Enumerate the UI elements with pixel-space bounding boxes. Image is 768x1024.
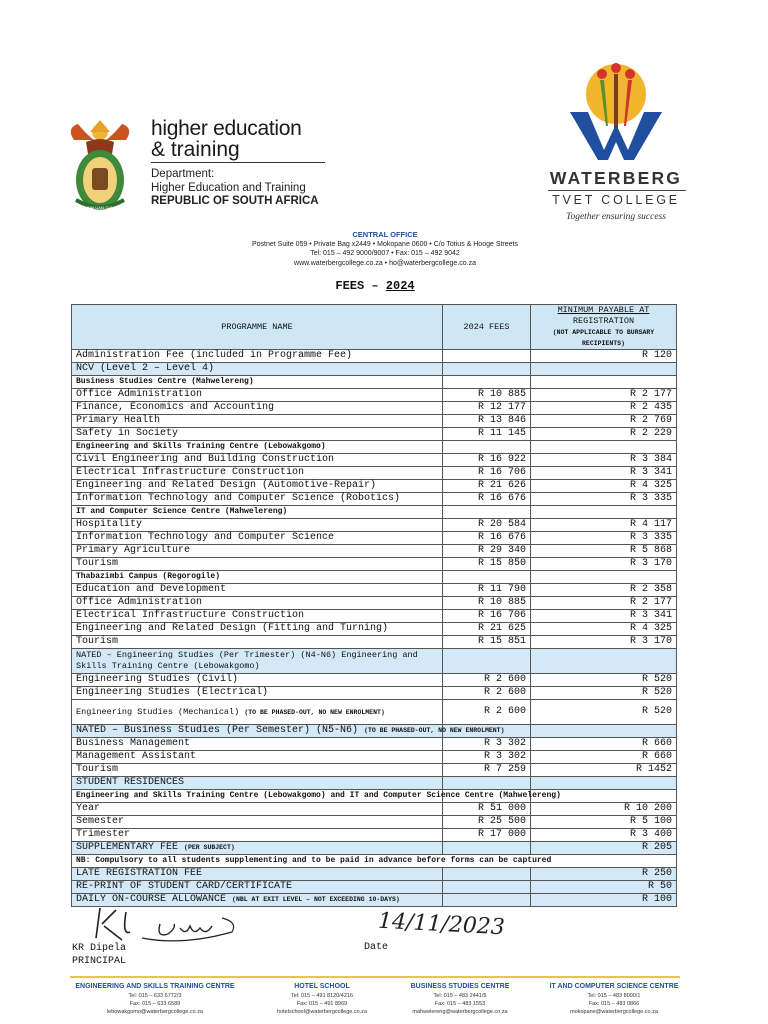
row-label xyxy=(72,751,443,764)
footer-fax-hotel: Fax: 015 – 491 8969 xyxy=(296,1001,348,1007)
row-minimum xyxy=(531,376,677,389)
row-label-text: Office Administration xyxy=(76,389,203,400)
row-label-text: Primary Agriculture xyxy=(76,545,191,556)
row-label xyxy=(72,649,443,674)
row-minimum: R 3 400 xyxy=(531,829,677,842)
table-row xyxy=(72,649,677,674)
table-row xyxy=(72,428,677,441)
table-row xyxy=(72,687,677,700)
row-label xyxy=(72,584,443,597)
footer-title-it: IT AND COMPUTER SCIENCE CENTRE xyxy=(549,983,679,990)
footer-tel-hotel: Tel: 015 – 491 8120/4216 xyxy=(290,993,354,999)
row-label xyxy=(72,506,443,519)
row-minimum xyxy=(531,506,677,519)
row-label xyxy=(72,636,443,649)
central-office-web: www.waterbergcollege.co.za • ho@waterbergcollege.co.za xyxy=(294,259,476,267)
footer-fax-business: Fax: 015 – 483 1553 xyxy=(434,1001,486,1007)
row-label xyxy=(72,738,443,751)
row-minimum: R 520 xyxy=(531,700,677,725)
table-row xyxy=(72,764,677,777)
row-fee xyxy=(443,441,531,454)
table-row xyxy=(72,493,677,506)
row-fee: R 25 500 xyxy=(443,816,531,829)
row-minimum: R 100 xyxy=(531,894,677,907)
table-row xyxy=(72,868,677,881)
table-row xyxy=(72,545,677,558)
row-label xyxy=(72,610,443,623)
row-label-text: Engineering Studies (Mechanical) xyxy=(76,706,240,717)
row-label xyxy=(72,441,443,454)
college-divider xyxy=(548,190,686,191)
row-minimum: R 2 435 xyxy=(531,402,677,415)
row-minimum: R 5 868 xyxy=(531,545,677,558)
row-fee xyxy=(443,506,531,519)
table-row xyxy=(72,350,677,363)
row-label-text: Business Studies Centre (Mahwelereng) xyxy=(76,377,254,386)
row-fee: R 15 850 xyxy=(443,558,531,571)
row-minimum xyxy=(531,441,677,454)
row-label-text: Information Technology and Computer Science (Robotics) xyxy=(76,493,401,504)
table-row xyxy=(72,402,677,415)
row-label xyxy=(72,597,443,610)
row-label-text: NATED – Engineering Studies (Per Trimester) (N4-N6) Engineering and Skills Training Centre (Lebowakgomo) xyxy=(76,650,418,671)
row-label xyxy=(72,428,443,441)
row-fee: R 20 584 xyxy=(443,519,531,532)
row-fee xyxy=(443,376,531,389)
footer-contact-engineering xyxy=(60,982,250,1016)
row-fee: R 51 000 xyxy=(443,803,531,816)
row-fee xyxy=(443,842,531,855)
table-row xyxy=(72,855,677,868)
row-label xyxy=(72,674,443,687)
row-label xyxy=(72,687,443,700)
row-label xyxy=(72,790,561,803)
fees-table xyxy=(71,304,677,907)
table-row xyxy=(72,467,677,480)
row-label-text: LATE REGISTRATION FEE xyxy=(76,868,203,879)
footer-contact-business xyxy=(390,982,530,1016)
fees-heading-prefix: FEES – xyxy=(335,279,386,293)
row-label-text: Trimester xyxy=(76,829,131,840)
row-note: (NBL AT EXIT LEVEL – NOT EXCEEDING 10-DAYS) xyxy=(232,896,400,903)
footer-email-business: mahwelereng@waterbergcollege.co.za xyxy=(412,1009,508,1015)
row-label-text: NCV (Level 2 – Level 4) xyxy=(76,363,215,374)
row-minimum xyxy=(531,571,677,584)
coat-of-arms-motto: KARIN HAN GUVOI xyxy=(81,206,119,211)
table-row xyxy=(72,571,677,584)
row-label-text: Primary Health xyxy=(76,415,161,426)
row-label-text: NATED – Business Studies (Per Semester) (N5-N6) xyxy=(76,725,359,736)
row-minimum: R 3 384 xyxy=(531,454,677,467)
row-label xyxy=(72,829,443,842)
row-label xyxy=(72,725,505,738)
dept-label: Department: xyxy=(151,168,215,180)
table-header-row xyxy=(72,305,677,350)
central-office-block xyxy=(180,230,590,268)
signatory-name: KR Dipela xyxy=(72,943,127,954)
row-label-text: Management Assistant xyxy=(76,751,197,762)
principal-signature xyxy=(82,902,242,944)
row-label-text: Finance, Economics and Accounting xyxy=(76,402,275,413)
row-minimum: R 10 200 xyxy=(531,803,677,816)
row-fee xyxy=(443,868,531,881)
row-minimum: R 3 335 xyxy=(531,532,677,545)
row-fee: R 3 302 xyxy=(443,751,531,764)
row-label-text: Electrical Infrastructure Construction xyxy=(76,467,305,478)
row-label-text: NB: Compulsory to all students supplementing and to be paid in advance before forms can be captured xyxy=(76,856,552,865)
row-label xyxy=(72,842,443,855)
table-row xyxy=(72,415,677,428)
table-row xyxy=(72,829,677,842)
row-label-text: Tourism xyxy=(76,764,119,775)
header-minimum-line1: MINIMUM PAYABLE AT xyxy=(557,305,650,315)
row-fee: R 13 846 xyxy=(443,415,531,428)
row-fee: R 21 625 xyxy=(443,623,531,636)
row-label xyxy=(72,764,443,777)
header-fees: 2024 FEES xyxy=(443,305,531,350)
row-fee: R 16 706 xyxy=(443,610,531,623)
footer-tel-it: Tel: 015 – 483 8090/1 xyxy=(587,993,641,999)
row-label xyxy=(72,467,443,480)
footer-title-hotel: HOTEL SCHOOL xyxy=(294,983,350,990)
row-label xyxy=(72,777,443,790)
row-minimum: R 2 769 xyxy=(531,415,677,428)
row-label-text: Civil Engineering and Building Construction xyxy=(76,454,335,465)
row-label-text: RE-PRINT OF STUDENT CARD/CERTIFICATE xyxy=(76,881,293,892)
row-minimum: R 2 177 xyxy=(531,389,677,402)
footer-divider xyxy=(70,976,680,978)
row-minimum: R 5 100 xyxy=(531,816,677,829)
row-fee: R 21 626 xyxy=(443,480,531,493)
row-label xyxy=(72,868,443,881)
table-row xyxy=(72,738,677,751)
row-label-text: DAILY ON-COURSE ALLOWANCE xyxy=(76,894,227,905)
footer-email-engineering: lebowakgomo@waterbergcollege.co.za xyxy=(106,1009,204,1015)
fees-heading-year: 2024 xyxy=(385,279,415,293)
table-row xyxy=(72,584,677,597)
table-row xyxy=(72,842,677,855)
row-label-text: Hospitality xyxy=(76,519,143,530)
row-fee: R 16 922 xyxy=(443,454,531,467)
row-minimum: R 2 177 xyxy=(531,597,677,610)
row-label-text: Year xyxy=(76,803,101,814)
college-name: WATERBERG xyxy=(549,168,683,188)
row-label-text: Tourism xyxy=(76,636,119,647)
row-minimum: R 520 xyxy=(531,674,677,687)
row-label-text: Semester xyxy=(76,816,125,827)
date-label: Date xyxy=(364,942,389,953)
table-row xyxy=(72,803,677,816)
row-minimum: R 4 117 xyxy=(531,519,677,532)
college-tagline: Together ensuring success xyxy=(566,212,666,222)
table-row xyxy=(72,376,677,389)
row-label-text: Information Technology and Computer Science xyxy=(76,532,335,543)
row-minimum: R 3 341 xyxy=(531,467,677,480)
table-row xyxy=(72,790,677,803)
table-row xyxy=(72,777,677,790)
table-row xyxy=(72,610,677,623)
dept-title-line1: higher education xyxy=(151,117,302,140)
row-minimum: R 50 xyxy=(531,881,677,894)
footer-fax-it: Fax: 015 – 483 0866 xyxy=(588,1001,640,1007)
row-fee: R 2 600 xyxy=(443,700,531,725)
row-label-text: Electrical Infrastructure Construction xyxy=(76,610,305,621)
row-label-text: Engineering and Related Design (Fitting and Turning) xyxy=(76,623,389,634)
footer-contact-it xyxy=(534,982,694,1016)
row-label xyxy=(72,700,443,725)
header-minimum xyxy=(531,305,677,350)
row-label xyxy=(72,415,443,428)
table-row xyxy=(72,519,677,532)
row-label xyxy=(72,454,443,467)
row-label-text: Engineering Studies (Civil) xyxy=(76,674,239,685)
dept-title-line2: & training xyxy=(151,138,240,161)
row-label xyxy=(72,519,443,532)
row-minimum: R 3 341 xyxy=(531,610,677,623)
row-label-text: Education and Development xyxy=(76,584,227,595)
table-row xyxy=(72,700,677,725)
table-row xyxy=(72,389,677,402)
row-label xyxy=(72,558,443,571)
footer-email-it: mokopane@waterbergcollege.co.za xyxy=(570,1009,658,1015)
central-office-title: CENTRAL OFFICE xyxy=(352,230,418,239)
row-fee xyxy=(443,571,531,584)
row-minimum: R 520 xyxy=(531,687,677,700)
table-row xyxy=(72,751,677,764)
row-fee: R 12 177 xyxy=(443,402,531,415)
row-label xyxy=(72,480,443,493)
row-fee xyxy=(443,881,531,894)
footer-email-hotel: hotelschool@waterbergcollege.co.za xyxy=(277,1009,367,1015)
table-row xyxy=(72,674,677,687)
row-label-text: Engineering Studies (Electrical) xyxy=(76,687,269,698)
row-label-text: Engineering and Related Design (Automotive-Repair) xyxy=(76,480,377,491)
table-row xyxy=(72,506,677,519)
row-minimum: R 120 xyxy=(531,350,677,363)
row-label-text: Office Administration xyxy=(76,597,203,608)
row-fee: R 11 790 xyxy=(443,584,531,597)
waterberg-logo xyxy=(568,60,664,162)
college-subtitle: TVET COLLEGE xyxy=(552,193,680,207)
footer-title-business: BUSINESS STUDIES CENTRE xyxy=(410,983,510,990)
header-minimum-line2: REGISTRATION xyxy=(572,316,635,326)
row-label-text: Tourism xyxy=(76,558,119,569)
row-label xyxy=(72,881,443,894)
footer-title-engineering: ENGINEERING AND SKILLS TRAINING CENTRE xyxy=(75,983,235,990)
row-minimum: R 3 170 xyxy=(531,558,677,571)
footer-fax-engineering: Fax: 015 – 633 6589 xyxy=(129,1001,181,1007)
row-label-text: Engineering and Skills Training Centre (Lebowakgomo) and IT and Computer Science Centre (Mahwelereng) xyxy=(76,791,561,800)
row-note: (TO BE PHASED-OUT, NO NEW ENROLMENT) xyxy=(364,727,505,734)
coat-of-arms-logo xyxy=(64,118,136,216)
row-label xyxy=(72,389,443,402)
row-fee: R 2 600 xyxy=(443,674,531,687)
row-label xyxy=(72,855,677,868)
row-minimum xyxy=(531,777,677,790)
row-label xyxy=(72,402,443,415)
row-label xyxy=(72,363,443,376)
table-row xyxy=(72,480,677,493)
row-label-text: Administration Fee (included in Programme Fee) xyxy=(76,350,353,361)
row-minimum: R 660 xyxy=(531,751,677,764)
table-row xyxy=(72,558,677,571)
row-fee: R 16 676 xyxy=(443,532,531,545)
row-label-text: STUDENT RESIDENCES xyxy=(76,777,185,788)
row-fee: R 16 676 xyxy=(443,493,531,506)
row-fee: R 3 302 xyxy=(443,738,531,751)
table-row xyxy=(72,363,677,376)
row-minimum: R 1452 xyxy=(531,764,677,777)
row-minimum: R 3 335 xyxy=(531,493,677,506)
row-minimum: R 4 325 xyxy=(531,623,677,636)
row-fee: R 17 000 xyxy=(443,829,531,842)
row-minimum xyxy=(531,725,677,738)
row-label-text: Safety in Society xyxy=(76,428,179,439)
table-row xyxy=(72,816,677,829)
country-name: REPUBLIC OF SOUTH AFRICA xyxy=(151,195,319,207)
row-fee: R 2 600 xyxy=(443,687,531,700)
handwritten-date: 14/11/2023 xyxy=(377,908,506,941)
row-fee: R 10 885 xyxy=(443,389,531,402)
row-note: (PER SUBJECT) xyxy=(184,844,235,851)
footer-contact-hotel xyxy=(258,982,386,1016)
table-row xyxy=(72,597,677,610)
row-fee: R 11 145 xyxy=(443,428,531,441)
row-label-text: Engineering and Skills Training Centre (Lebowakgomo) xyxy=(76,442,326,451)
row-label-text: IT and Computer Science Centre (Mahwelereng) xyxy=(76,507,288,516)
row-fee: R 10 885 xyxy=(443,597,531,610)
row-fee: R 29 340 xyxy=(443,545,531,558)
row-fee: R 15 851 xyxy=(443,636,531,649)
row-fee xyxy=(443,350,531,363)
table-row xyxy=(72,454,677,467)
row-label xyxy=(72,803,443,816)
row-fee: R 16 706 xyxy=(443,467,531,480)
row-label xyxy=(72,816,443,829)
footer-tel-engineering: Tel: 015 – 633 6772/3 xyxy=(128,993,182,999)
row-minimum: R 4 325 xyxy=(531,480,677,493)
central-office-address: Postnet Suite 059 • Private Bag x2449 • Mokopane 0600 • C/o Totius & Hooge Streets xyxy=(252,240,518,248)
table-row xyxy=(72,725,677,738)
row-note: (TO BE PHASED-OUT, NO NEW ENROLMENT) xyxy=(244,708,385,716)
signatory-role: PRINCIPAL xyxy=(72,956,127,967)
row-fee xyxy=(443,649,531,674)
table-row xyxy=(72,636,677,649)
row-label-text: Business Management xyxy=(76,738,191,749)
row-label xyxy=(72,571,443,584)
dept-divider xyxy=(151,162,325,163)
central-office-phone: Tel: 015 – 492 9000/9007 • Fax: 015 – 492 9042 xyxy=(310,250,460,257)
row-fee xyxy=(443,777,531,790)
header-minimum-note: (NOT APPLICABLE TO BURSARY RECIPIENTS) xyxy=(552,329,655,347)
table-row xyxy=(72,881,677,894)
row-label xyxy=(72,623,443,636)
footer-tel-business: Tel: 015 – 483 2441/5 xyxy=(433,993,487,999)
table-row xyxy=(72,441,677,454)
row-label xyxy=(72,493,443,506)
row-fee xyxy=(443,363,531,376)
row-minimum xyxy=(531,649,677,674)
row-minimum xyxy=(531,363,677,376)
row-label xyxy=(72,532,443,545)
dept-name: Higher Education and Training xyxy=(151,181,306,194)
row-label xyxy=(72,545,443,558)
table-row xyxy=(72,532,677,545)
row-label xyxy=(72,350,443,363)
table-row xyxy=(72,623,677,636)
row-minimum: R 660 xyxy=(531,738,677,751)
row-minimum: R 205 xyxy=(531,842,677,855)
row-label-text: SUPPLEMENTARY FEE xyxy=(76,842,179,853)
row-minimum: R 2 358 xyxy=(531,584,677,597)
row-minimum: R 250 xyxy=(531,868,677,881)
row-label-text: Thabazimbi Campus (Regorogile) xyxy=(76,572,221,581)
row-fee: R 7 259 xyxy=(443,764,531,777)
row-label xyxy=(72,376,443,389)
row-minimum: R 3 170 xyxy=(531,636,677,649)
row-minimum: R 2 229 xyxy=(531,428,677,441)
header-programme: PROGRAMME NAME xyxy=(72,305,443,350)
row-fee xyxy=(443,894,531,907)
fees-heading xyxy=(300,279,450,293)
